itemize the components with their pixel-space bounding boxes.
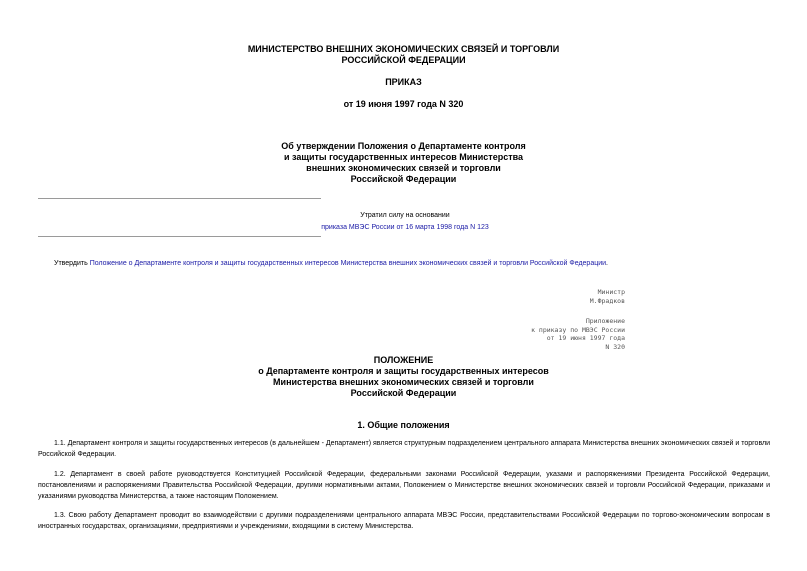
repeal-link[interactable]: приказа МВЭС России от 16 марта 1998 года N 123 [321,224,489,231]
subject-line-4: Российской Федерации [350,174,457,184]
doc-subject [0,141,807,185]
divider-top [38,198,321,199]
regulation-line-3: Российской Федерации [350,388,457,398]
signature-title: Министр [597,288,625,296]
subject-line-3: внешних экономических связей и торговли [306,163,501,173]
appendix-line-1: Приложение [585,317,625,325]
signature-block [590,288,625,305]
signature-name: М.Фрадков [589,296,625,305]
appendix-block [531,317,625,351]
repeal-link-wrap [290,221,520,234]
approve-prefix: Утвердить [54,260,88,267]
regulation-link[interactable]: Положение о Департаменте контроля и защиты государственных интересов Министерства внешних экономических связей и торговли Российской Федерации [89,260,607,267]
repeal-note: Утратил силу на основании [360,212,450,219]
divider-bottom [38,236,321,237]
ministry-header [0,44,807,66]
doc-date: от 19 июня 1997 года N 320 [343,99,464,109]
regulation-title: ПОЛОЖЕНИЕ [373,355,434,365]
appendix-line-4: N 320 [605,342,625,351]
regulation-line-2: Министерства внешних экономических связей и торговли [273,377,534,387]
paragraph-1-1: 1.1. Департамент контроля и защиты государственных интересов (в дальнейшем - Департамент) является структурным подразделением центрального аппарата Министерства внешних экономических связей и торговли Российской Федерации. [38,440,770,458]
appendix-line-3: от 19 июня 1997 года [546,334,625,342]
ministry-line-1: МИНИСТЕРСТВО ВНЕШНИХ ЭКОНОМИЧЕСКИХ СВЯЗЕЙ И ТОРГОВЛИ [247,44,560,54]
section-heading: 1. Общие положения [357,420,450,430]
regulation-title-block [0,355,807,399]
ministry-line-2: РОССИЙСКОЙ ФЕДЕРАЦИИ [341,55,466,65]
subject-line-1: Об утверждении Положения о Департаменте контроля [281,141,526,151]
doc-type: ПРИКАЗ [385,77,422,87]
regulation-line-1: о Департаменте контроля и защиты государственных интересов [258,366,549,376]
paragraph-1-3: 1.3. Свою работу Департамент проводит во взаимодействии с другими подразделениями центрального аппарата МВЭС России, представительствами Российской Федерации по торгово-экономическим вопросам в иностранных государствах, организациями, предприятиями и учреждениями, входящими в систему Министерства. [38,512,770,530]
paragraph-1-2: 1.2. Департамент в своей работе руководствуется Конституцией Российской Федерации, федеральными законами Российской Федерации, указами и распоряжениями Президента Российской Федерации, постановлениями и распоряжениями Правительства Российской Федерации, другими нормативными актами, Положением о Министерстве внешних экономических связей и торговли Российской Федерации, приказами и указаниями руководства Министерства, а также настоящим Положением. [38,471,770,500]
approve-sentence [54,258,608,269]
appendix-line-2: к приказу по МВЭС России [531,325,625,334]
approve-suffix: . [606,260,608,267]
subject-line-2: и защиты государственных интересов Министерства [283,152,524,162]
